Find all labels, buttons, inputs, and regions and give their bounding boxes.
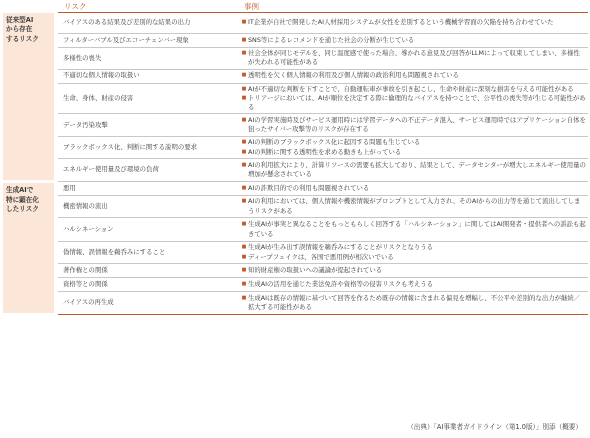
- square-bullet-icon: ■: [241, 266, 247, 273]
- table-row: [3, 264, 588, 278]
- example-text: AIの判断に関する透明性を求める動きも上がっている: [248, 147, 402, 156]
- table-row: [3, 34, 588, 48]
- example-cell: [238, 83, 588, 114]
- example-cell: [238, 69, 588, 83]
- risk-cell: 生命、身体、財産の侵害: [58, 83, 234, 114]
- example-text: トリアージにおいては、AIが順位を決定する際に倫理的なバイアスを持つことで、公平性の喪失等が生じる可能性がある: [248, 93, 586, 112]
- square-bullet-icon: ■: [241, 184, 247, 191]
- example-cell: [238, 114, 588, 137]
- header-blank: [3, 0, 54, 13]
- example-cell: [238, 264, 588, 278]
- example-item: [240, 253, 586, 262]
- square-bullet-icon: ■: [241, 139, 247, 146]
- example-text: IT企業が自社で開発したAI人材採用システムが女性を差別するという機械学習面の欠陥を持ち合わせていた: [248, 18, 554, 27]
- example-cell: [238, 218, 588, 242]
- example-cell: [238, 137, 588, 159]
- example-item: [240, 148, 586, 157]
- example-text: 透明性を欠く個人情報の利用及び個人情報の政治利用も問題視されている: [248, 71, 459, 80]
- example-text: 社会全体が同じモデルを、同じ温度感で使った場合、導かれる意見及び回答がLLMによって収束してしまい、多様性が失われる可能性がある: [248, 49, 580, 67]
- example-text: AIが不適切な判断を下すことで、自動運転車が事故を引き起こし、生命や財産に深刻な損害を与える可能性がある: [248, 84, 574, 93]
- example-cell: [238, 242, 588, 264]
- example-item: [240, 294, 586, 313]
- example-item: [240, 266, 586, 275]
- risk-cell: バイアスのある結果及び差別的な結果の出力: [58, 13, 234, 34]
- source-note: （出典）「AI事業者ガイドライン（第1.0版）」別添（概要）: [407, 423, 582, 431]
- square-bullet-icon: ■: [241, 36, 247, 43]
- example-item: [240, 197, 586, 216]
- example-item: [240, 116, 586, 135]
- risk-cell: 機密情報の流出: [58, 196, 234, 218]
- table-row: [3, 13, 588, 34]
- square-bullet-icon: ■: [241, 198, 247, 205]
- square-bullet-icon: ■: [241, 19, 247, 26]
- example-item: [240, 243, 586, 252]
- example-cell: [238, 196, 588, 218]
- example-item: [240, 220, 586, 239]
- example-text: 生成AIは既存の情報に基づいて回答を作るため既存の情報に含まれる偏見を増幅し、不公平や差別的な出力が継続／拡大する可能性がある: [248, 293, 581, 312]
- risk-cell: 著作権との関係: [58, 264, 234, 278]
- square-bullet-icon: ■: [241, 294, 247, 301]
- risk-cell: データ汚染攻撃: [58, 114, 234, 137]
- table-row: [3, 292, 588, 315]
- square-bullet-icon: ■: [241, 221, 247, 228]
- example-cell: [238, 13, 588, 34]
- example-text: 生成AIの活用を通じた業法免許や資格等の侵害リスクも考えうる: [248, 279, 434, 288]
- category-label: 従来型AI から存在 するリスク: [3, 13, 54, 182]
- risk-cell: バイアスの再生成: [58, 292, 234, 315]
- risk-cell: 不適切な個人情報の取扱い: [58, 69, 234, 83]
- example-item: [240, 85, 586, 94]
- example-item: [240, 138, 586, 147]
- example-text: AIの詐欺目的での利用も問題視されている: [248, 183, 370, 192]
- table-row: [3, 48, 588, 70]
- example-text: 生成AIが生み出す誤情報を鵜呑みにすることがリスクとなりうる: [248, 243, 434, 252]
- example-cell: [238, 159, 588, 182]
- example-item: [240, 49, 586, 68]
- table-row: [3, 137, 588, 159]
- risk-cell: エネルギー使用量及び環境の負荷: [58, 159, 234, 182]
- example-text: AIの利用拡大により、計算リソースの需要も拡大しており、結果として、データセンターが増大しエネルギー使用量の増加が懸念されている: [248, 160, 586, 179]
- square-bullet-icon: ■: [241, 244, 247, 251]
- risk-cell: ハルシネーション: [58, 218, 234, 242]
- example-item: [240, 18, 586, 27]
- example-cell: [238, 292, 588, 315]
- category-label: 生成AIで 特に顕在化 したリスク: [3, 182, 54, 315]
- square-bullet-icon: ■: [241, 85, 247, 92]
- example-item: [240, 280, 586, 289]
- table-row: [3, 196, 588, 218]
- square-bullet-icon: ■: [241, 94, 247, 101]
- example-text: SNS等によるレコメンドを通じた社会の分断が生じている: [248, 35, 415, 44]
- header-risk: リスク: [58, 0, 234, 13]
- example-item: [240, 36, 586, 45]
- risk-cell: 資格等との関係: [58, 278, 234, 292]
- square-bullet-icon: ■: [241, 117, 247, 124]
- table-row: [3, 242, 588, 264]
- example-text: 知的財産権の取扱いへの議論が提起されている: [248, 265, 383, 274]
- risk-cell: 多様性の喪失: [58, 48, 234, 70]
- example-text: 生成AIが事実と異なることをもっともらしく回答する「ハルシネーション」に関してはAI開発者・提供者への訴訟も起きている: [248, 220, 586, 238]
- header-examples: 事例: [238, 0, 588, 13]
- risk-cell: 偽情報、誤情報を鵜呑みにすること: [58, 242, 234, 264]
- square-bullet-icon: ■: [241, 280, 247, 287]
- risk-table-container: [3, 0, 588, 316]
- square-bullet-icon: ■: [241, 50, 247, 56]
- table-row: [3, 218, 588, 242]
- example-item: [240, 94, 586, 113]
- square-bullet-icon: ■: [241, 72, 247, 79]
- table-row: [3, 69, 588, 83]
- table-row: [3, 159, 588, 182]
- table-row: [3, 182, 588, 196]
- example-item: [240, 161, 586, 180]
- table-row: [3, 114, 588, 137]
- example-text: ディープフェイクは、各国で悪用例が相次いでいる: [248, 252, 394, 261]
- example-text: AIの判断のブラックボックス化に起因する問題も生じている: [248, 138, 421, 147]
- example-item: [240, 71, 586, 80]
- example-text: AIの利用においては、個人情報や機密情報がプロンプトとして入力され、そのAIからの出力等を通じて流出してしまうリスクがある: [248, 197, 581, 215]
- square-bullet-icon: ■: [241, 161, 247, 168]
- example-cell: [238, 34, 588, 48]
- example-text: AIの学習実施時及びサービス運用時には学習データへの不正データ混入、サービス運用時ではアプリケーション自体を狙ったサイバー攻撃等のリスクが存在する: [248, 116, 586, 134]
- example-cell: [238, 182, 588, 196]
- risk-cell: 悪用: [58, 182, 234, 196]
- table-row: [3, 278, 588, 292]
- square-bullet-icon: ■: [241, 253, 247, 260]
- header-row: [3, 0, 588, 13]
- square-bullet-icon: ■: [241, 148, 247, 155]
- risk-cell: ブラックボックス化、判断に関する説明の要求: [58, 137, 234, 159]
- table-row: [3, 83, 588, 114]
- example-item: [240, 184, 586, 193]
- example-cell: [238, 278, 588, 292]
- example-cell: [238, 48, 588, 70]
- risk-cell: フィルターバブル及びエコーチェンバー現象: [58, 34, 234, 48]
- ai-risk-table: [3, 0, 588, 316]
